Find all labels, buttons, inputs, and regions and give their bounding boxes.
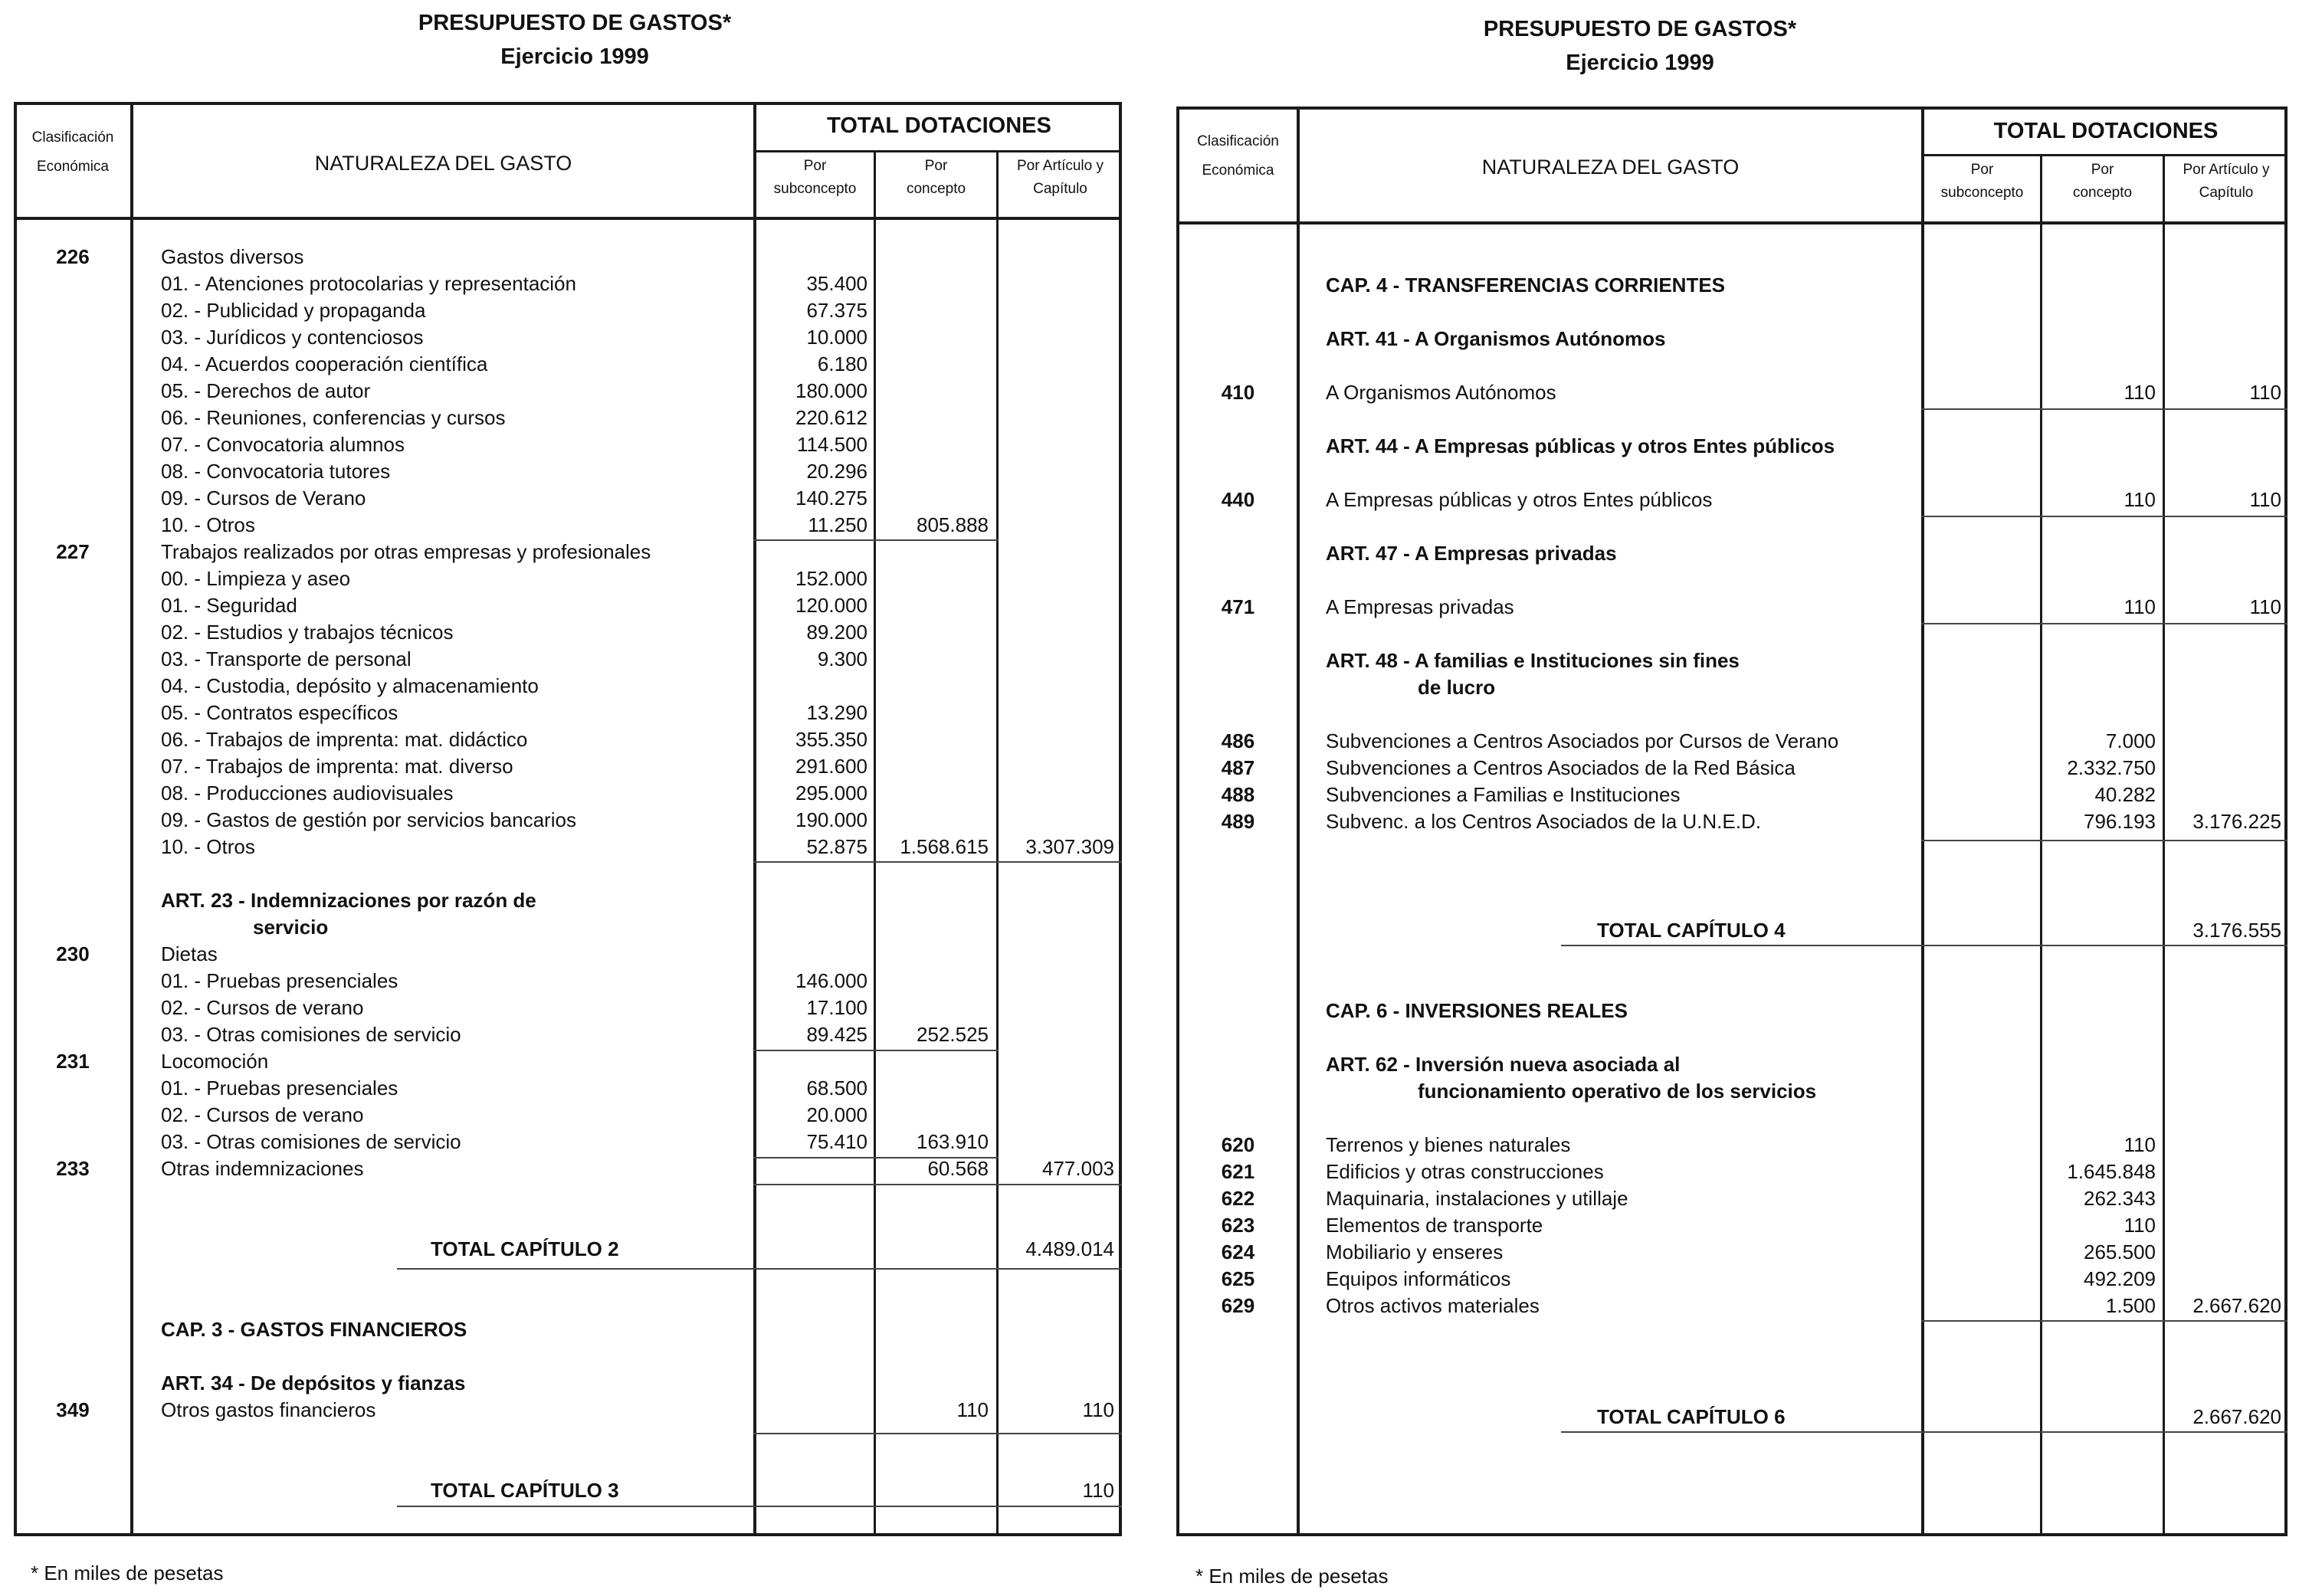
row-label: 07. - Trabajos de imprenta: mat. diverso xyxy=(161,755,513,778)
footnote: * En miles de pesetas xyxy=(1195,1565,1389,1588)
row-label: Locomoción xyxy=(161,1050,269,1073)
value-subconcepto: 11.250 xyxy=(808,513,867,536)
row-label: 05. - Derechos de autor xyxy=(161,379,371,402)
value-concepto: 110 xyxy=(2124,595,2156,618)
row-code: 230 xyxy=(56,942,90,965)
value-concepto: 796.193 xyxy=(2084,810,2156,833)
value-articulo: 3.176.555 xyxy=(2192,919,2281,942)
value-subconcepto: 17.100 xyxy=(806,996,867,1019)
row-label: 02. - Cursos de verano xyxy=(161,1103,364,1126)
row-label: 02. - Estudios y trabajos técnicos xyxy=(161,621,454,644)
row-code: 349 xyxy=(56,1398,90,1421)
row-label: CAP. 6 - INVERSIONES REALES xyxy=(1326,999,1628,1022)
value-concepto: 252.525 xyxy=(917,1023,989,1046)
row-code: 621 xyxy=(1221,1160,1255,1183)
row-label: 01. - Pruebas presenciales xyxy=(161,969,398,992)
value-articulo: 3.176.225 xyxy=(2192,810,2281,833)
value-articulo: 3.307.309 xyxy=(1025,835,1114,858)
row-label: ART. 47 - A Empresas privadas xyxy=(1326,542,1617,565)
total-label: TOTAL CAPÍTULO 2 xyxy=(431,1237,619,1260)
value-concepto: 262.343 xyxy=(2084,1187,2156,1210)
row-code: 629 xyxy=(1221,1294,1255,1317)
value-subconcepto: 291.600 xyxy=(795,755,867,778)
value-subconcepto: 295.000 xyxy=(795,782,867,805)
page-subtitle: Ejercicio 1999 xyxy=(1566,51,1714,75)
col-divider xyxy=(2163,156,2165,1536)
value-subconcepto: 10.000 xyxy=(806,326,867,349)
row-label: Equipos informáticos xyxy=(1326,1267,1511,1290)
value-subconcepto: 13.290 xyxy=(806,701,867,724)
row-code: 486 xyxy=(1221,729,1255,752)
subtotal-rule xyxy=(753,1184,1122,1185)
value-subconcepto: 114.500 xyxy=(796,433,867,456)
row-label: Otros activos materiales xyxy=(1326,1294,1540,1317)
row-label: 06. - Trabajos de imprenta: mat. didáctico xyxy=(161,728,528,751)
value-concepto: 2.332.750 xyxy=(2067,756,2156,779)
row-label: 08. - Producciones audiovisuales xyxy=(161,782,454,805)
row-label: 03. - Jurídicos y contenciosos xyxy=(161,326,424,349)
row-label: 01. - Atenciones protocolarias y representación xyxy=(161,272,576,295)
total-label: TOTAL CAPÍTULO 4 xyxy=(1597,919,1786,942)
row-code: 231 xyxy=(56,1050,90,1073)
row-label: CAP. 4 - TRANSFERENCIAS CORRIENTES xyxy=(1326,274,1726,297)
right-page xyxy=(1150,0,2299,1596)
header-naturaleza: NATURALEZA DEL GASTO xyxy=(314,152,572,175)
value-subconcepto: 20.000 xyxy=(806,1103,867,1126)
row-label: Subvenciones a Centros Asociados de la Red Básica xyxy=(1326,756,1796,779)
row-label: Otros gastos financieros xyxy=(161,1398,376,1421)
row-label: 06. - Reuniones, conferencias y cursos xyxy=(161,406,506,429)
value-articulo: 2.667.620 xyxy=(2192,1294,2281,1317)
row-label: ART. 41 - A Organismos Autónomos xyxy=(1326,327,1666,350)
header-total-dotaciones: TOTAL DOTACIONES xyxy=(827,113,1051,138)
subtotal-rule xyxy=(753,1050,999,1051)
row-label: 00. - Limpieza y aseo xyxy=(161,567,351,590)
row-code: 487 xyxy=(1221,756,1255,779)
value-articulo: 110 xyxy=(2249,595,2281,618)
row-label: ART. 48 - A familias e Instituciones sin fines xyxy=(1326,649,1740,672)
value-concepto: 265.500 xyxy=(2084,1240,2156,1263)
row-label: servicio xyxy=(253,916,329,939)
header-divider xyxy=(753,150,1122,152)
header-por-concepto: Por concepto xyxy=(906,158,966,197)
header-bottom-rule xyxy=(1176,221,2288,224)
row-label: de lucro xyxy=(1418,676,1496,699)
header-economica: Económica xyxy=(37,159,109,175)
row-label: Edificios y otras construcciones xyxy=(1326,1160,1604,1183)
row-label: Dietas xyxy=(161,942,218,965)
value-concepto: 1.645.848 xyxy=(2067,1160,2156,1183)
page-title: PRESUPUESTO DE GASTOS* xyxy=(1483,17,1797,41)
subtotal-rule xyxy=(1921,516,2288,517)
value-concepto: 110 xyxy=(2124,381,2156,404)
header-por-subconcepto: Por subconcepto xyxy=(1940,162,2024,201)
row-code: 471 xyxy=(1221,595,1255,618)
row-label: Trabajos realizados por otras empresas y profesionales xyxy=(161,540,651,563)
row-label: Subvenc. a los Centros Asociados de la U.N.E.D. xyxy=(1326,810,1761,833)
value-concepto: 163.910 xyxy=(917,1130,989,1153)
value-subconcepto: 75.410 xyxy=(806,1130,867,1153)
value-concepto: 492.209 xyxy=(2084,1267,2156,1290)
value-subconcepto: 89.425 xyxy=(806,1023,867,1046)
row-label: 03. - Otras comisiones de servicio xyxy=(161,1023,461,1046)
header-divider xyxy=(1921,154,2288,156)
total-rule xyxy=(1561,945,2288,946)
header-por-subconcepto: Por subconcepto xyxy=(773,158,857,197)
header-clasificacion: Clasificación xyxy=(31,129,114,146)
value-subconcepto: 35.400 xyxy=(806,272,867,295)
row-label: 01. - Pruebas presenciales xyxy=(161,1077,398,1100)
value-subconcepto: 220.612 xyxy=(795,406,867,429)
value-articulo: 2.667.620 xyxy=(2192,1405,2281,1428)
page-subtitle: Ejercicio 1999 xyxy=(500,44,649,69)
subtotal-rule xyxy=(1921,408,2288,410)
row-code: 440 xyxy=(1221,488,1255,511)
row-label: 09. - Gastos de gestión por servicios bancarios xyxy=(161,808,576,831)
header-economica: Económica xyxy=(1202,162,1274,179)
row-code: 410 xyxy=(1221,381,1255,404)
subtotal-rule xyxy=(1921,1320,2288,1322)
total-rule xyxy=(397,1506,1122,1507)
row-label: 03. - Transporte de personal xyxy=(161,647,412,670)
value-subconcepto: 89.200 xyxy=(806,621,867,644)
value-concepto: 110 xyxy=(2124,1133,2156,1156)
header-por-articulo: Por Artículo y Capítulo xyxy=(1017,158,1104,197)
row-label: Subvenciones a Centros Asociados por Cursos de Verano xyxy=(1326,729,1839,752)
value-subconcepto: 20.296 xyxy=(806,460,867,483)
row-label: ART. 34 - De depósitos y fianzas xyxy=(161,1372,466,1394)
header-bottom-rule xyxy=(14,217,1122,220)
row-label: Mobiliario y enseres xyxy=(1326,1240,1504,1263)
value-concepto: 7.000 xyxy=(2105,729,2156,752)
value-subconcepto: 67.375 xyxy=(806,299,867,322)
subtotal-rule xyxy=(753,1433,1122,1434)
value-articulo: 110 xyxy=(2249,381,2281,404)
header-naturaleza: NATURALEZA DEL GASTO xyxy=(1481,156,1740,179)
value-subconcepto: 140.275 xyxy=(795,487,867,510)
value-concepto: 40.282 xyxy=(2094,783,2156,806)
value-concepto: 1.500 xyxy=(2105,1294,2156,1317)
row-code: 227 xyxy=(56,540,90,563)
subtotal-rule xyxy=(1921,623,2288,624)
value-articulo: 477.003 xyxy=(1042,1157,1114,1180)
row-label: Gastos diversos xyxy=(161,245,304,268)
row-label: 04. - Custodia, depósito y almacenamiento xyxy=(161,674,539,697)
value-subconcepto: 190.000 xyxy=(795,808,867,831)
total-label: TOTAL CAPÍTULO 6 xyxy=(1597,1405,1786,1428)
row-label: 03. - Otras comisiones de servicio xyxy=(161,1130,461,1153)
value-subconcepto: 120.000 xyxy=(795,594,867,617)
value-articulo: 110 xyxy=(1082,1479,1114,1502)
header-por-articulo: Por Artículo y Capítulo xyxy=(2183,162,2270,201)
total-label: TOTAL CAPÍTULO 3 xyxy=(431,1479,619,1502)
row-label: Otras indemnizaciones xyxy=(161,1157,364,1180)
row-label: ART. 62 - Inversión nueva asociada al xyxy=(1326,1053,1681,1076)
value-subconcepto: 180.000 xyxy=(795,379,867,402)
row-label: 02. - Publicidad y propaganda xyxy=(161,299,426,322)
total-rule xyxy=(397,1268,1122,1270)
row-label: 07. - Convocatoria alumnos xyxy=(161,433,405,456)
header-clasificacion: Clasificación xyxy=(1197,133,1279,149)
row-code: 625 xyxy=(1221,1267,1255,1290)
value-concepto: 805.888 xyxy=(917,513,989,536)
value-subconcepto: 9.300 xyxy=(817,647,867,670)
row-label: 02. - Cursos de verano xyxy=(161,996,364,1019)
row-code: 233 xyxy=(56,1157,90,1180)
row-code: 623 xyxy=(1221,1214,1255,1237)
value-concepto: 1.568.615 xyxy=(900,835,989,858)
value-subconcepto: 6.180 xyxy=(817,352,867,375)
value-subconcepto: 68.500 xyxy=(806,1077,867,1100)
row-label: 04. - Acuerdos cooperación científica xyxy=(161,352,488,375)
row-label: 09. - Cursos de Verano xyxy=(161,487,366,510)
value-articulo: 110 xyxy=(1082,1398,1114,1421)
header-por-concepto: Por concepto xyxy=(2072,162,2133,201)
value-concepto: 110 xyxy=(2124,488,2156,511)
row-label: 01. - Seguridad xyxy=(161,594,297,617)
subtotal-rule xyxy=(753,861,1122,863)
page-title: PRESUPUESTO DE GASTOS* xyxy=(418,11,732,35)
row-code: 624 xyxy=(1221,1240,1255,1263)
row-code: 488 xyxy=(1221,783,1255,806)
col-divider xyxy=(2040,156,2042,1536)
value-subconcepto: 52.875 xyxy=(806,835,867,858)
row-label: 08. - Convocatoria tutores xyxy=(161,460,391,483)
total-rule xyxy=(1561,1431,2288,1433)
row-label: ART. 23 - Indemnizaciones por razón de xyxy=(161,889,536,912)
col-divider xyxy=(1297,107,1300,1536)
row-label: A Organismos Autónomos xyxy=(1326,381,1556,404)
row-label: Subvenciones a Familias e Instituciones xyxy=(1326,783,1681,806)
row-code: 620 xyxy=(1221,1133,1255,1156)
value-articulo: 110 xyxy=(2249,488,2281,511)
value-articulo: 4.489.014 xyxy=(1025,1237,1114,1260)
row-label: Maquinaria, instalaciones y utillaje xyxy=(1326,1187,1628,1210)
col-divider xyxy=(1921,107,1924,1536)
row-label: 05. - Contratos específicos xyxy=(161,701,398,724)
row-label: CAP. 3 - GASTOS FINANCIEROS xyxy=(161,1318,467,1341)
value-concepto: 60.568 xyxy=(927,1157,989,1180)
row-code: 489 xyxy=(1221,810,1255,833)
subtotal-rule xyxy=(1921,840,2288,841)
row-label: 10. - Otros xyxy=(161,513,255,536)
footnote: * En miles de pesetas xyxy=(31,1562,224,1585)
value-subconcepto: 146.000 xyxy=(795,969,867,992)
header-total-dotaciones: TOTAL DOTACIONES xyxy=(1993,119,2219,143)
row-code: 226 xyxy=(56,245,90,268)
value-concepto: 110 xyxy=(956,1398,989,1421)
value-subconcepto: 152.000 xyxy=(795,567,867,590)
subtotal-rule xyxy=(753,539,999,541)
row-label: ART. 44 - A Empresas públicas y otros Entes públicos xyxy=(1326,434,1835,457)
row-label: A Empresas privadas xyxy=(1326,595,1514,618)
row-code: 622 xyxy=(1221,1187,1255,1210)
col-divider xyxy=(130,102,133,1536)
row-label: funcionamiento operativo de los servicios xyxy=(1418,1080,1817,1103)
value-concepto: 110 xyxy=(2124,1214,2156,1237)
row-label: Elementos de transporte xyxy=(1326,1214,1543,1237)
row-label: 10. - Otros xyxy=(161,835,255,858)
row-label: A Empresas públicas y otros Entes públicos xyxy=(1326,488,1713,511)
row-label: Terrenos y bienes naturales xyxy=(1326,1133,1571,1156)
value-subconcepto: 355.350 xyxy=(795,728,867,751)
